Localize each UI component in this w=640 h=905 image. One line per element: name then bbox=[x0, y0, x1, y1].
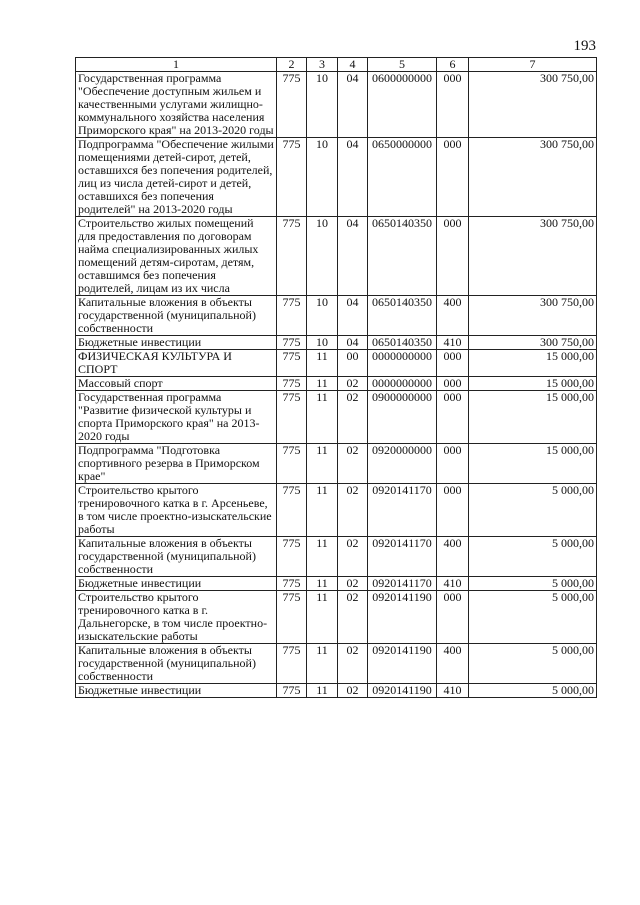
row-vr: 400 bbox=[437, 296, 469, 336]
row-vr: 400 bbox=[437, 537, 469, 577]
row-amount: 5 000,00 bbox=[469, 484, 597, 537]
row-amount: 15 000,00 bbox=[469, 350, 597, 377]
header-col-4: 4 bbox=[338, 58, 368, 72]
row-rz: 11 bbox=[307, 537, 338, 577]
row-ved: 775 bbox=[277, 444, 307, 484]
table-row bbox=[76, 591, 597, 644]
row-vr: 000 bbox=[437, 591, 469, 644]
row-pr: 02 bbox=[338, 484, 368, 537]
row-pr: 02 bbox=[338, 644, 368, 684]
row-pr: 02 bbox=[338, 591, 368, 644]
row-rz: 11 bbox=[307, 644, 338, 684]
row-amount: 15 000,00 bbox=[469, 377, 597, 391]
row-pr: 04 bbox=[338, 296, 368, 336]
row-amount: 5 000,00 bbox=[469, 537, 597, 577]
row-amount: 15 000,00 bbox=[469, 391, 597, 444]
table-row bbox=[76, 296, 597, 336]
row-rz: 11 bbox=[307, 350, 338, 377]
row-csr: 0650140350 bbox=[368, 217, 437, 296]
row-name: ФИЗИЧЕСКАЯ КУЛЬТУРА И СПОРТ bbox=[76, 350, 277, 377]
row-csr: 0650140350 bbox=[368, 336, 437, 350]
row-rz: 11 bbox=[307, 591, 338, 644]
row-vr: 000 bbox=[437, 391, 469, 444]
table-row bbox=[76, 336, 597, 350]
row-name: Бюджетные инвестиции bbox=[76, 577, 277, 591]
table-row bbox=[76, 484, 597, 537]
row-amount: 300 750,00 bbox=[469, 217, 597, 296]
row-vr: 000 bbox=[437, 217, 469, 296]
row-vr: 400 bbox=[437, 644, 469, 684]
row-name: Капитальные вложения в объекты государственной (муниципальной) собственности bbox=[76, 296, 277, 336]
row-vr: 410 bbox=[437, 577, 469, 591]
row-pr: 02 bbox=[338, 444, 368, 484]
row-amount: 300 750,00 bbox=[469, 296, 597, 336]
row-name: Бюджетные инвестиции bbox=[76, 336, 277, 350]
row-ved: 775 bbox=[277, 138, 307, 217]
row-ved: 775 bbox=[277, 577, 307, 591]
row-pr: 02 bbox=[338, 577, 368, 591]
row-vr: 000 bbox=[437, 72, 469, 138]
row-ved: 775 bbox=[277, 296, 307, 336]
row-csr: 0920141170 bbox=[368, 537, 437, 577]
budget-table bbox=[75, 57, 597, 698]
row-amount: 300 750,00 bbox=[469, 336, 597, 350]
row-amount: 15 000,00 bbox=[469, 444, 597, 484]
row-name: Капитальные вложения в объекты государственной (муниципальной) собственности bbox=[76, 644, 277, 684]
row-csr: 0900000000 bbox=[368, 391, 437, 444]
row-vr: 410 bbox=[437, 684, 469, 698]
row-ved: 775 bbox=[277, 72, 307, 138]
row-pr: 00 bbox=[338, 350, 368, 377]
row-name: Государственная программа "Развитие физической культуры и спорта Приморского края" на 2013-2020 годы bbox=[76, 391, 277, 444]
row-vr: 000 bbox=[437, 484, 469, 537]
row-vr: 000 bbox=[437, 377, 469, 391]
table-row bbox=[76, 577, 597, 591]
row-csr: 0920141190 bbox=[368, 644, 437, 684]
row-csr: 0650000000 bbox=[368, 138, 437, 217]
row-pr: 04 bbox=[338, 217, 368, 296]
row-amount: 300 750,00 bbox=[469, 138, 597, 217]
row-csr: 0000000000 bbox=[368, 350, 437, 377]
row-rz: 11 bbox=[307, 577, 338, 591]
row-name: Государственная программа "Обеспечение доступным жильем и качественными услугами жилищно-коммунального хозяйства населения Приморского края" на 2013-2020 годы bbox=[76, 72, 277, 138]
row-name: Строительство жилых помещений для предоставления по договорам найма специализированных жилых помещений детям-сиротам, детям, оставшимся без попечения родителей, лицам из их числа bbox=[76, 217, 277, 296]
row-rz: 11 bbox=[307, 444, 338, 484]
row-vr: 000 bbox=[437, 444, 469, 484]
row-csr: 0650140350 bbox=[368, 296, 437, 336]
row-rz: 10 bbox=[307, 336, 338, 350]
row-rz: 10 bbox=[307, 296, 338, 336]
row-name: Массовый спорт bbox=[76, 377, 277, 391]
row-name: Бюджетные инвестиции bbox=[76, 684, 277, 698]
row-csr: 0920141190 bbox=[368, 591, 437, 644]
row-pr: 04 bbox=[338, 138, 368, 217]
row-rz: 11 bbox=[307, 391, 338, 444]
row-pr: 04 bbox=[338, 72, 368, 138]
row-ved: 775 bbox=[277, 644, 307, 684]
row-pr: 02 bbox=[338, 377, 368, 391]
header-col-1: 1 bbox=[76, 58, 277, 72]
row-name: Подпрограмма "Обеспечение жилыми помещениями детей-сирот, детей, оставшихся без попечения родителей, лиц из числа детей-сирот и детей, оставшихся без попечения родителей" на 2013-2020 годы bbox=[76, 138, 277, 217]
row-ved: 775 bbox=[277, 391, 307, 444]
row-amount: 5 000,00 bbox=[469, 591, 597, 644]
row-csr: 0920141170 bbox=[368, 484, 437, 537]
row-amount: 300 750,00 bbox=[469, 72, 597, 138]
page-number: 193 bbox=[573, 38, 596, 54]
table-row bbox=[76, 138, 597, 217]
row-vr: 000 bbox=[437, 350, 469, 377]
row-ved: 775 bbox=[277, 336, 307, 350]
row-rz: 10 bbox=[307, 217, 338, 296]
table-row bbox=[76, 537, 597, 577]
row-ved: 775 bbox=[277, 217, 307, 296]
row-name: Подпрограмма "Подготовка спортивного резерва в Приморском крае" bbox=[76, 444, 277, 484]
row-pr: 04 bbox=[338, 336, 368, 350]
row-csr: 0920000000 bbox=[368, 444, 437, 484]
row-vr: 410 bbox=[437, 336, 469, 350]
table-row bbox=[76, 444, 597, 484]
row-ved: 775 bbox=[277, 377, 307, 391]
row-csr: 0920141170 bbox=[368, 577, 437, 591]
row-rz: 10 bbox=[307, 72, 338, 138]
row-ved: 775 bbox=[277, 591, 307, 644]
row-csr: 0920141190 bbox=[368, 684, 437, 698]
row-ved: 775 bbox=[277, 684, 307, 698]
row-name: Строительство крытого тренировочного катка в г. Дальнегорске, в том числе проектно-изыскательские работы bbox=[76, 591, 277, 644]
row-amount: 5 000,00 bbox=[469, 577, 597, 591]
row-amount: 5 000,00 bbox=[469, 684, 597, 698]
row-csr: 0000000000 bbox=[368, 377, 437, 391]
table-row bbox=[76, 644, 597, 684]
table-row bbox=[76, 72, 597, 138]
header-col-3: 3 bbox=[307, 58, 338, 72]
header-col-6: 6 bbox=[437, 58, 469, 72]
header-col-5: 5 bbox=[368, 58, 437, 72]
header-col-7: 7 bbox=[469, 58, 597, 72]
row-vr: 000 bbox=[437, 138, 469, 217]
table-row bbox=[76, 391, 597, 444]
row-rz: 11 bbox=[307, 684, 338, 698]
table-row bbox=[76, 684, 597, 698]
row-pr: 02 bbox=[338, 684, 368, 698]
header-col-2: 2 bbox=[277, 58, 307, 72]
table-row bbox=[76, 217, 597, 296]
row-rz: 11 bbox=[307, 377, 338, 391]
row-rz: 10 bbox=[307, 138, 338, 217]
table-row bbox=[76, 350, 597, 377]
table-row bbox=[76, 377, 597, 391]
row-amount: 5 000,00 bbox=[469, 644, 597, 684]
row-ved: 775 bbox=[277, 350, 307, 377]
row-name: Строительство крытого тренировочного катка в г. Арсеньеве, в том числе проектно-изыскательские работы bbox=[76, 484, 277, 537]
row-pr: 02 bbox=[338, 391, 368, 444]
header-row bbox=[76, 58, 597, 72]
row-csr: 0600000000 bbox=[368, 72, 437, 138]
row-pr: 02 bbox=[338, 537, 368, 577]
row-ved: 775 bbox=[277, 537, 307, 577]
row-name: Капитальные вложения в объекты государственной (муниципальной) собственности bbox=[76, 537, 277, 577]
row-rz: 11 bbox=[307, 484, 338, 537]
row-ved: 775 bbox=[277, 484, 307, 537]
